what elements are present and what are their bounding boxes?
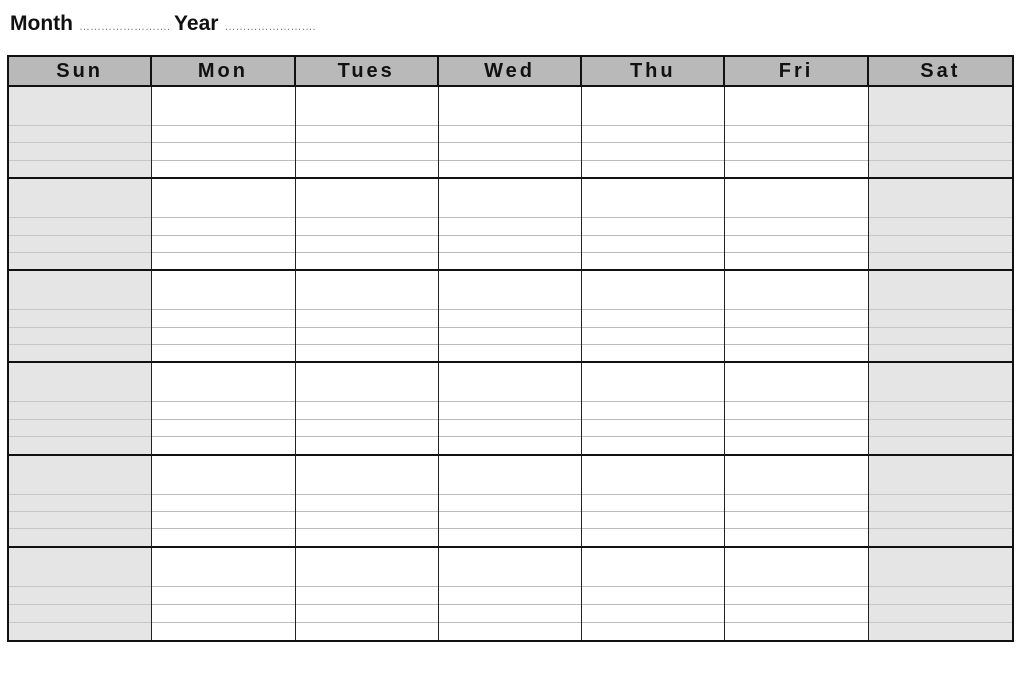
day-cell-main-area[interactable] [296,179,438,217]
ruled-line[interactable] [296,622,438,640]
day-cell-main-area[interactable] [9,271,151,309]
ruled-line[interactable] [582,327,724,344]
ruled-line[interactable] [725,125,867,142]
ruled-line[interactable] [439,327,581,344]
ruled-line[interactable] [9,142,151,159]
day-cell-wed-week-6[interactable] [439,548,582,640]
ruled-line[interactable] [725,604,867,622]
day-cell-sat-week-6[interactable] [869,548,1012,640]
ruled-line[interactable] [9,235,151,252]
ruled-line[interactable] [9,511,151,528]
day-cell-sat-week-5[interactable] [869,456,1012,548]
day-cell-thu-week-2[interactable] [582,179,725,271]
ruled-line[interactable] [439,235,581,252]
ruled-line[interactable] [9,252,151,269]
day-cell-wed-week-4[interactable] [439,363,582,455]
ruled-line[interactable] [439,436,581,453]
ruled-line[interactable] [869,511,1012,528]
day-cell-tues-week-6[interactable] [296,548,439,640]
day-cell-fri-week-3[interactable] [725,271,868,363]
ruled-line[interactable] [152,528,294,545]
ruled-line[interactable] [296,217,438,234]
ruled-line[interactable] [296,494,438,511]
year-label: Year [174,12,219,35]
ruled-line[interactable] [725,142,867,159]
day-cell-main-area[interactable] [439,87,581,125]
ruled-line[interactable] [296,401,438,418]
ruled-line[interactable] [439,160,581,177]
ruled-line[interactable] [152,309,294,326]
ruled-line[interactable] [296,252,438,269]
day-cell-fri-week-2[interactable] [725,179,868,271]
ruled-line[interactable] [582,344,724,361]
ruled-line[interactable] [582,586,724,604]
ruled-line[interactable] [582,125,724,142]
day-cell-main-area[interactable] [725,363,867,401]
ruled-line[interactable] [725,436,867,453]
ruled-line[interactable] [9,217,151,234]
ruled-line[interactable] [296,586,438,604]
ruled-line[interactable] [439,142,581,159]
day-cell-tues-week-4[interactable] [296,363,439,455]
ruled-line[interactable] [725,494,867,511]
day-cell-thu-week-4[interactable] [582,363,725,455]
ruled-line[interactable] [9,436,151,453]
ruled-line[interactable] [9,604,151,622]
day-cell-main-area[interactable] [869,179,1012,217]
day-cell-mon-week-5[interactable] [152,456,295,548]
month-year-header [10,12,320,40]
ruled-line[interactable] [869,327,1012,344]
ruled-line[interactable] [439,125,581,142]
ruled-line[interactable] [582,511,724,528]
ruled-line[interactable] [582,401,724,418]
day-cell-main-area[interactable] [725,179,867,217]
ruled-line[interactable] [152,586,294,604]
day-cell-mon-week-3[interactable] [152,271,295,363]
ruled-line[interactable] [869,622,1012,640]
day-cell-main-area[interactable] [439,271,581,309]
ruled-line[interactable] [869,436,1012,453]
day-header-thu: Thu [582,57,725,87]
day-cell-main-area[interactable] [869,363,1012,401]
ruled-line[interactable] [582,436,724,453]
ruled-line[interactable] [869,604,1012,622]
ruled-line[interactable] [152,327,294,344]
ruled-line[interactable] [9,586,151,604]
ruled-line[interactable] [869,419,1012,436]
ruled-line[interactable] [296,419,438,436]
day-header-wed: Wed [439,57,582,87]
day-cell-mon-week-4[interactable] [152,363,295,455]
day-cell-main-area[interactable] [582,548,724,586]
day-cell-sat-week-2[interactable] [869,179,1012,271]
day-cell-tues-week-1[interactable] [296,87,439,179]
ruled-line[interactable] [296,235,438,252]
day-cell-main-area[interactable] [9,363,151,401]
day-cell-mon-week-2[interactable] [152,179,295,271]
ruled-line[interactable] [152,511,294,528]
day-cell-main-area[interactable] [296,363,438,401]
ruled-line[interactable] [439,252,581,269]
ruled-line[interactable] [439,586,581,604]
day-cell-fri-week-4[interactable] [725,363,868,455]
ruled-line[interactable] [439,419,581,436]
day-header-sun: Sun [9,57,152,87]
ruled-line[interactable] [439,494,581,511]
day-cell-sun-week-5[interactable] [9,456,152,548]
day-cell-sun-week-2[interactable] [9,179,152,271]
day-cell-sat-week-1[interactable] [869,87,1012,179]
ruled-line[interactable] [582,235,724,252]
day-header-fri: Fri [725,57,868,87]
ruled-line[interactable] [725,252,867,269]
day-cell-main-area[interactable] [9,179,151,217]
ruled-line[interactable] [296,309,438,326]
day-cell-main-area[interactable] [9,456,151,494]
ruled-line[interactable] [9,528,151,545]
day-cell-sun-week-6[interactable] [9,548,152,640]
ruled-line[interactable] [582,160,724,177]
ruled-line[interactable] [9,344,151,361]
ruled-line[interactable] [296,142,438,159]
ruled-line[interactable] [9,401,151,418]
day-cell-main-area[interactable] [869,271,1012,309]
ruled-line[interactable] [869,235,1012,252]
ruled-line[interactable] [439,528,581,545]
ruled-line[interactable] [582,622,724,640]
ruled-line[interactable] [582,217,724,234]
ruled-line[interactable] [439,622,581,640]
ruled-line[interactable] [152,494,294,511]
ruled-line[interactable] [582,494,724,511]
ruled-line[interactable] [152,344,294,361]
day-header-sat: Sat [869,57,1012,87]
ruled-line[interactable] [9,125,151,142]
ruled-line[interactable] [152,604,294,622]
ruled-line[interactable] [869,528,1012,545]
ruled-line[interactable] [439,511,581,528]
ruled-line[interactable] [152,419,294,436]
day-cell-main-area[interactable] [869,87,1012,125]
ruled-line[interactable] [869,217,1012,234]
ruled-line[interactable] [869,160,1012,177]
ruled-line[interactable] [296,327,438,344]
ruled-line[interactable] [152,252,294,269]
ruled-line[interactable] [869,401,1012,418]
ruled-line[interactable] [9,494,151,511]
ruled-line[interactable] [296,436,438,453]
ruled-line[interactable] [152,125,294,142]
day-cell-main-area[interactable] [152,456,294,494]
ruled-line[interactable] [725,160,867,177]
day-cell-main-area[interactable] [152,363,294,401]
day-cell-sun-week-4[interactable] [9,363,152,455]
day-cell-main-area[interactable] [869,548,1012,586]
day-cell-fri-week-1[interactable] [725,87,868,179]
day-cell-main-area[interactable] [725,456,867,494]
day-cell-sun-week-3[interactable] [9,271,152,363]
ruled-line[interactable] [869,586,1012,604]
day-header-tues: Tues [296,57,439,87]
ruled-line[interactable] [152,436,294,453]
ruled-line[interactable] [725,511,867,528]
ruled-line[interactable] [9,160,151,177]
day-cell-main-area[interactable] [152,87,294,125]
ruled-line[interactable] [296,344,438,361]
ruled-line[interactable] [582,252,724,269]
ruled-line[interactable] [869,494,1012,511]
calendar-grid [7,55,1014,642]
ruled-line[interactable] [152,401,294,418]
day-cell-main-area[interactable] [152,548,294,586]
day-cell-main-area[interactable] [296,271,438,309]
day-cell-tues-week-2[interactable] [296,179,439,271]
day-cell-main-area[interactable] [582,363,724,401]
ruled-line[interactable] [296,511,438,528]
ruled-line[interactable] [725,309,867,326]
day-cell-main-area[interactable] [725,87,867,125]
day-cell-wed-week-1[interactable] [439,87,582,179]
day-cell-main-area[interactable] [439,363,581,401]
ruled-line[interactable] [439,401,581,418]
ruled-line[interactable] [725,622,867,640]
day-cell-main-area[interactable] [152,271,294,309]
month-label: Month [10,12,73,35]
day-cell-main-area[interactable] [296,548,438,586]
ruled-line[interactable] [725,586,867,604]
day-cell-fri-week-5[interactable] [725,456,868,548]
day-cell-sat-week-4[interactable] [869,363,1012,455]
day-cell-main-area[interactable] [582,87,724,125]
ruled-line[interactable] [582,309,724,326]
day-cell-main-area[interactable] [582,179,724,217]
ruled-line[interactable] [725,235,867,252]
day-cell-tues-week-5[interactable] [296,456,439,548]
ruled-line[interactable] [152,160,294,177]
ruled-line[interactable] [725,217,867,234]
ruled-line[interactable] [725,419,867,436]
ruled-line[interactable] [152,142,294,159]
day-cell-sat-week-3[interactable] [869,271,1012,363]
ruled-line[interactable] [9,419,151,436]
ruled-line[interactable] [152,217,294,234]
ruled-line[interactable] [296,528,438,545]
ruled-line[interactable] [9,327,151,344]
day-header-mon: Mon [152,57,295,87]
day-cell-thu-week-1[interactable] [582,87,725,179]
day-cell-sun-week-1[interactable] [9,87,152,179]
ruled-line[interactable] [296,604,438,622]
ruled-line[interactable] [725,401,867,418]
day-cell-main-area[interactable] [9,87,151,125]
day-cell-thu-week-3[interactable] [582,271,725,363]
day-cell-thu-week-6[interactable] [582,548,725,640]
ruled-line[interactable] [439,309,581,326]
day-cell-main-area[interactable] [725,271,867,309]
day-cell-main-area[interactable] [296,456,438,494]
ruled-line[interactable] [152,235,294,252]
day-cell-main-area[interactable] [582,456,724,494]
day-cell-wed-week-5[interactable] [439,456,582,548]
day-cell-fri-week-6[interactable] [725,548,868,640]
day-cell-main-area[interactable] [439,456,581,494]
ruled-line[interactable] [296,125,438,142]
day-cell-main-area[interactable] [439,548,581,586]
ruled-line[interactable] [582,604,724,622]
day-cell-main-area[interactable] [725,548,867,586]
ruled-line[interactable] [725,327,867,344]
ruled-line[interactable] [869,344,1012,361]
day-cell-wed-week-2[interactable] [439,179,582,271]
ruled-line[interactable] [582,419,724,436]
ruled-line[interactable] [152,622,294,640]
ruled-line[interactable] [582,528,724,545]
day-cell-thu-week-5[interactable] [582,456,725,548]
day-cell-main-area[interactable] [152,179,294,217]
day-cell-main-area[interactable] [582,271,724,309]
ruled-line[interactable] [582,142,724,159]
day-cell-mon-week-1[interactable] [152,87,295,179]
day-cell-mon-week-6[interactable] [152,548,295,640]
ruled-line[interactable] [439,604,581,622]
ruled-line[interactable] [439,344,581,361]
ruled-line[interactable] [439,217,581,234]
ruled-line[interactable] [9,309,151,326]
ruled-line[interactable] [869,142,1012,159]
ruled-line[interactable] [9,622,151,640]
day-cell-main-area[interactable] [869,456,1012,494]
day-cell-main-area[interactable] [9,548,151,586]
ruled-line[interactable] [725,344,867,361]
ruled-line[interactable] [725,528,867,545]
ruled-line[interactable] [869,125,1012,142]
ruled-line[interactable] [869,252,1012,269]
day-cell-main-area[interactable] [296,87,438,125]
day-cell-wed-week-3[interactable] [439,271,582,363]
month-blank-line[interactable]: ……………………. [78,21,171,33]
ruled-line[interactable] [296,160,438,177]
day-cell-tues-week-3[interactable] [296,271,439,363]
year-blank-line[interactable]: ……………………. [224,21,316,33]
ruled-line[interactable] [869,309,1012,326]
day-cell-main-area[interactable] [439,179,581,217]
